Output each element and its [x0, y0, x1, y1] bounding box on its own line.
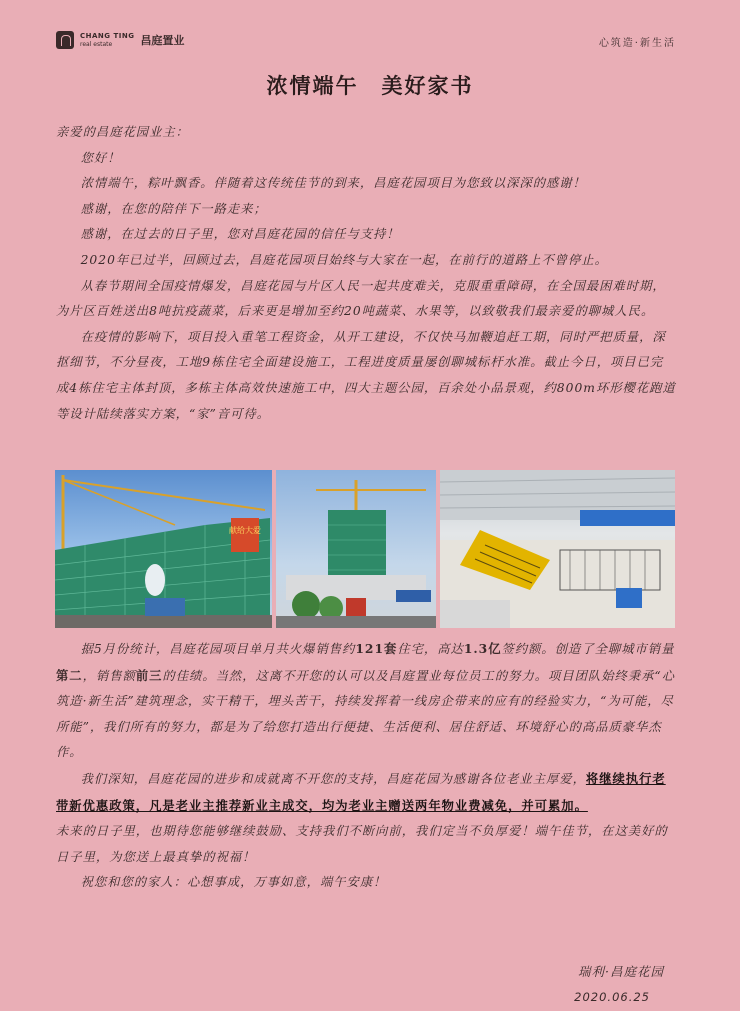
sales-units: 121套: [355, 641, 398, 656]
logo-en-sub: real estate: [80, 40, 113, 48]
revenue-rank: 前三: [135, 667, 163, 683]
paragraph: [56, 766, 676, 819]
banner-text: 献给大爱: [229, 526, 261, 535]
logo-en-name: CHANG TING: [80, 31, 135, 40]
text-run: 我们深知，昌庭花园的进步和成就离不开您的支持，昌庭花园为感谢各位老业主厚爱，: [80, 771, 586, 786]
text-run: 的佳绩。当然，这离不开您的认可以及昌庭置业每位员工的努力。项目团队始终秉承“心筑造·新生活”建筑理念，实干精干，埋头苦干，持续发挥着一线房企带来的应有的经验实力，“为可能，尽所能”，我们所有的努力，都是为了给您打造出行便捷、生活便利、居住舒适、环境舒心的高品质豪华杰作。: [56, 668, 675, 760]
construction-photo-tower: [276, 470, 436, 628]
paragraph: 2020年已过半，回顾过去，昌庭花园项目始终与大家在一起，在前行的道路上不曾停止。: [80, 252, 608, 267]
paragraph: 感谢，在过去的日子里，您对昌庭花园的信任与支持！: [80, 227, 400, 242]
logo-cn-name: 昌庭置业: [140, 34, 185, 47]
construction-photos: [55, 470, 675, 628]
construction-photo-model: [440, 470, 675, 628]
text-run: 签约额。创造了全聊城市销量: [501, 642, 675, 656]
page-header: [0, 0, 740, 70]
logo-text-en: [80, 33, 134, 48]
paragraph: [56, 636, 676, 766]
salutation: 亲爱的昌庭花园业主：: [56, 125, 189, 139]
paragraph: 您好！: [80, 150, 121, 165]
tagline: 心筑造·新生活: [598, 38, 676, 49]
sales-rank: 第二: [56, 667, 83, 683]
letter-body-bottom: [56, 636, 676, 896]
construction-photo-building: [55, 470, 272, 628]
logo-icon: [56, 31, 74, 49]
paragraph: 感谢，在您的陪伴下一路走来；: [80, 201, 267, 216]
signature: 瑞利·昌庭花园: [578, 964, 664, 979]
letter-date: 2020.06.25: [574, 990, 650, 1004]
paragraph: 未来的日子里，也期待您能够继续鼓励、支持我们不断向前，我们定当不负厚爱！端午佳节，在这美好的日子里，为您送上最真挚的祝福！: [56, 824, 668, 864]
page-title: 浓情端午 美好家书: [266, 73, 474, 98]
paragraph: 在疫情的影响下，项目投入重笔工程资金，从开工建设，不仅快马加鞭追赶工期，同时严把质量，深抠细节，不分昼夜，工地9栋住宅全面建设施工，工程进度质量屡创聊城标杆水准。截止今日，项目已完成4栋住宅主体封顶，多栋主体高效快速施工中，四大主题公园，百余处小品景观，约800m环形樱花跑道等设计陆续落实方案，“家”音可待。: [56, 329, 676, 421]
brand-logo: [56, 31, 184, 49]
paragraph: 浓情端午，粽叶飘香。伴随着这传统佳节的到来，昌庭花园项目为您致以深深的感谢！: [80, 176, 586, 191]
paragraph: 从春节期间全国疫情爆发，昌庭花园与片区人民一起共度难关，克服重重障碍，在全国最困难时期，为片区百姓送出8吨抗疫蔬菜，后来更是增加至约20吨蔬菜、水果等，以致敬我们最亲爱的聊城人民。: [56, 278, 666, 319]
sales-amount: 1.3亿: [463, 641, 502, 656]
text-run: 据5月份统计，昌庭花园项目单月共火爆销售约: [80, 642, 356, 656]
referral-policy-notice: 将继续执行老带新优惠政策，凡是老业主推荐新业主成交，均为老业主赠送两年物业费减免，并可累加。: [56, 770, 666, 813]
text-run: ，销售额: [82, 668, 136, 683]
letter-body-top: [56, 120, 676, 427]
text-run: 住宅，高达: [397, 642, 464, 656]
paragraph: 祝您和您的家人：心想事成，万事如意，端午安康！: [80, 875, 387, 890]
